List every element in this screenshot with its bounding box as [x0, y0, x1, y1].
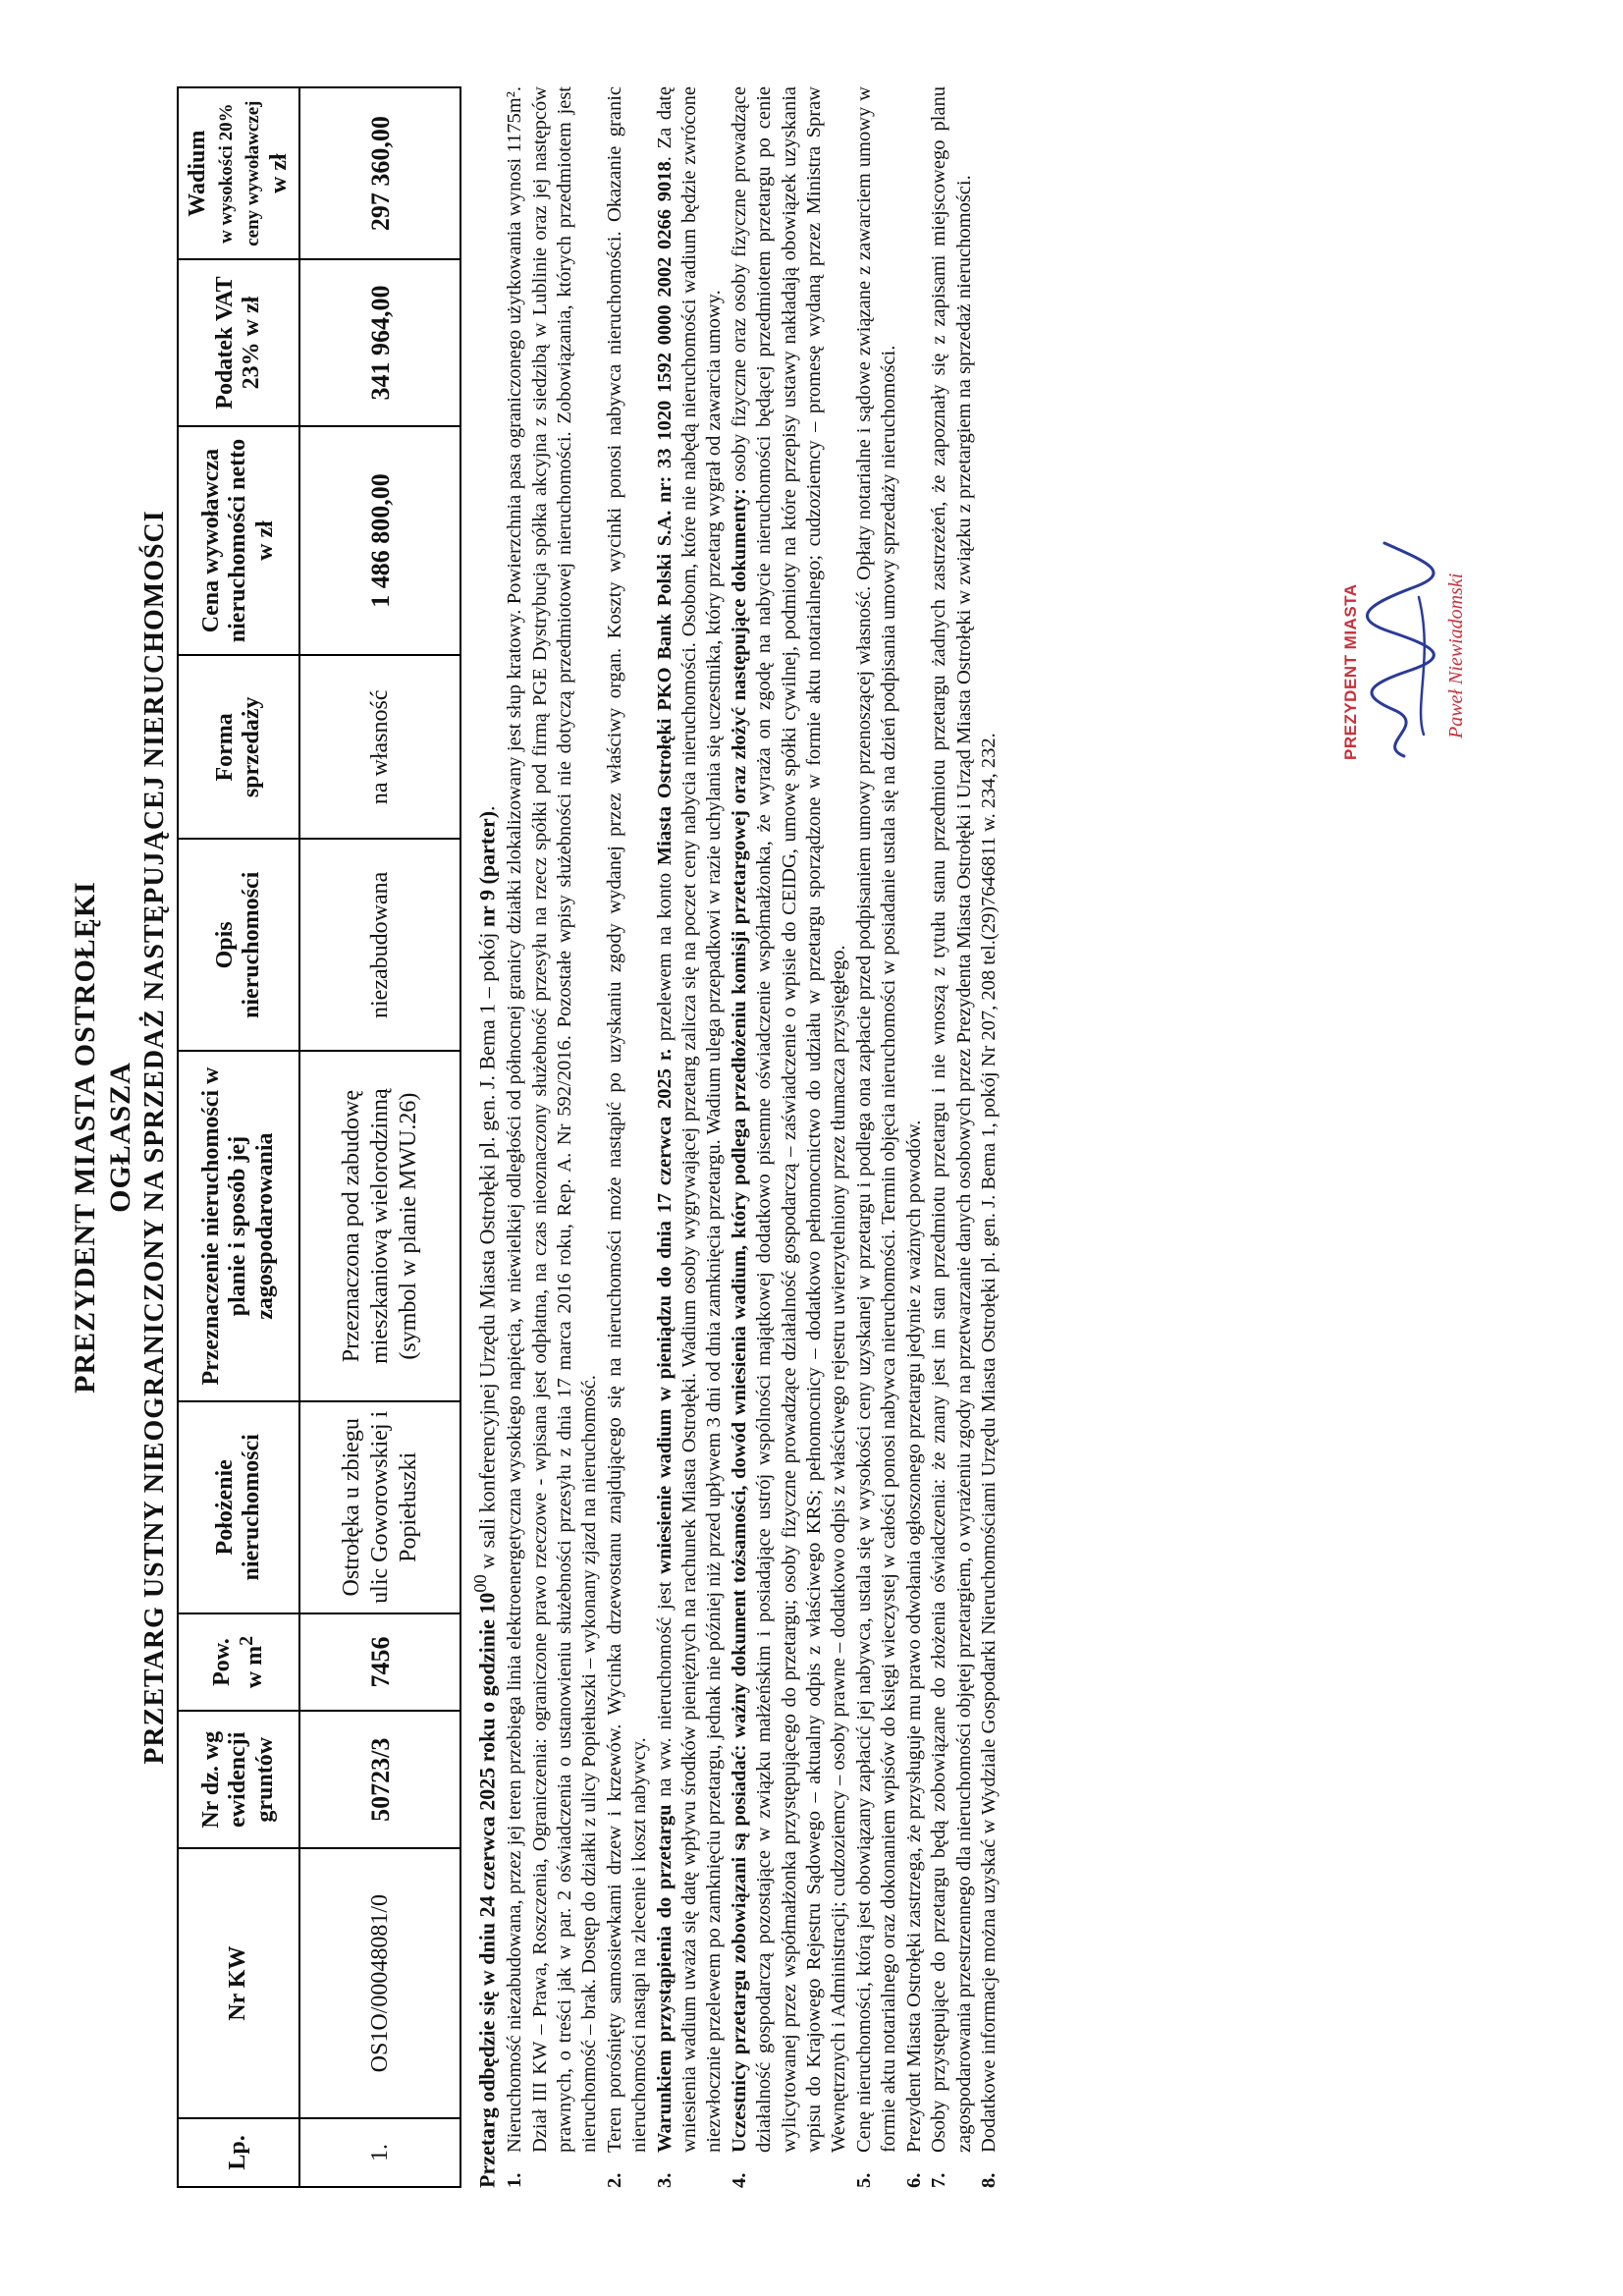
intro-a: Przetarg odbędzie się w dniu 24 czerwca 2025 roku o godzinie 10 — [474, 1592, 500, 2188]
list-item — [603, 86, 653, 2188]
stamp-title: PREZYDENT MIASTA — [1341, 583, 1360, 760]
property-table — [177, 86, 461, 2188]
header-line3: PRZETARG USTNY NIEOGRANICZONY NA SPRZEDAŻ NASTĘPUJĄCEJ NIERUCHOMOŚCI — [139, 510, 170, 1765]
point-lead: Uczestnicy przetargu zobowiązani są posiadać: ważny dokument tożsamości, dowód wniesienia wadium, który podlega przedłożeniu komisji przetargowej oraz złożyć następujące dokumenty: — [728, 488, 750, 2153]
th-polozenie: Położenie nieruchomości — [178, 1401, 299, 1613]
point-mid2: przelewem na konto — [653, 865, 676, 1049]
th-pow — [178, 1613, 299, 1711]
cell-pow: 7456 — [299, 1613, 460, 1711]
cell-kw: OS1O/00048081/0 — [299, 1848, 460, 2118]
point-number: 1. — [504, 2172, 526, 2188]
header-line1: PREZYDENT MIASTA OSTROŁĘKI — [69, 881, 101, 1394]
th-cena: Cena wywoławcza nieruchomości netto w zł — [178, 426, 299, 656]
list-item — [852, 86, 902, 2188]
document-body — [69, 86, 1001, 2188]
list-item — [503, 86, 603, 2188]
th-pow-a: Pow. — [208, 1638, 235, 1686]
conditions-list — [503, 86, 1001, 2188]
th-wadium-c: w zł — [265, 153, 292, 193]
list-item — [927, 86, 977, 2188]
th-dz: Nr dz. wg ewidencji gruntów — [178, 1711, 299, 1848]
th-pow-b: w m — [242, 1645, 268, 1689]
cell-opis: niezabudowana — [299, 839, 460, 1051]
th-pow-sup: 2 — [236, 1635, 258, 1646]
cell-cena: 1 486 800,00 — [299, 426, 460, 656]
cell-polozenie: Ostrołęka u zbiegu ulic Goworowskiej i Popiełuszki — [299, 1401, 460, 1613]
point-mid: na ww. nieruchomość jest — [653, 1573, 676, 1805]
point-number: 7. — [928, 2172, 950, 2188]
intro-b: w sali konferencyjnej Urzędu Miasta Ostrołęki pl. gen. J. Bema 1 – pokój — [474, 927, 500, 1575]
cell-przeznaczenie: Przeznaczona pod zabudowę mieszkaniową wielorodzinną (symbol w planie MWU.26) — [299, 1051, 460, 1400]
point-text: osoby fizyczne oraz osoby fizyczne prowadzące działalność gospodarczą pozostające w związku małżeńskim i posiadające ustrój wspólności majątkowej dodatkowo pisemne oświadczenie współmałżonka, że wyraża on zgodę na nabycie nieruchomości będącej przedmiotem przetargu po cenie wylicytowanej przez współmałżonka przystępującego do przetargu; osoby fizyczne prowadzące działalność gospodarczą – zaświadczenie o wpisie do CEIDG, umowę spółki cywilnej, podmioty na które przepisy ustawy nakładają obowiązek uzyskania wpisu do Krajowego Rejestru Sądowego – aktualny odpis z właściwego KRS; pełnomocnicy – dodatkowo pełnomocnictwo do udziału w przetargu sporządzone w formie aktu notarialnego; cudzoziemcy – promesę wydaną przez Ministra Spraw Wewnętrznych i Administracji; cudzoziemcy – osoby prawne – dodatkowo odpis z właściwego rejestru uwierzytelniony przez tłumacza przysięgłego. — [728, 86, 850, 2153]
point-number: 8. — [977, 2172, 1000, 2188]
point-bold2: wniesienie wadium w pieniądzu do dnia 17 czerwca 2025 r. — [653, 1048, 676, 1574]
th-kw: Nr KW — [178, 1848, 299, 2118]
th-wadium-a: Wadium — [185, 130, 210, 217]
stamp-name: Paweł Niewiadomski — [1445, 573, 1467, 738]
signature-stamp — [1335, 528, 1483, 764]
cell-forma: na własność — [299, 655, 460, 839]
th-forma: Forma sprzedaży — [178, 655, 299, 839]
point-number: 5. — [852, 2172, 875, 2188]
point-text: Prezydent Miasta Ostrołęki zastrzega, że przysługuje mu prawo odwołania ogłoszonego przetargu jedynie z ważnych powodów. — [902, 1120, 925, 2153]
point-number: 3. — [653, 2172, 676, 2188]
point-text: Dodatkowe informacje można uzyskać w Wydziale Gospodarki Nieruchomościami Urzędu Miasta Ostrołęki pl. gen. J. Bema 1, pokój Nr 207, 208 tel.(29)7646811 w. 234, 232. — [977, 733, 1000, 2153]
point-text: Osoby przystępujące do przetargu będą zobowiązane do złożenia oświadczenia: że znany jest im stan przedmiotu przetargu i nie wnoszą z tytułu stanu przedmiotu przetargu żadnych zastrzeżeń, że zapoznały się z zapisami miejscowego planu zagospodarowania przestrzennego dla nieruchomości objętej przetargiem, o wyrażeniu zgody na przetwarzanie danych osobowych przez Prezydenta Miasta Ostrołęki i Urząd Miasta Ostrołęki w związku z przetargiem na sprzedaż nieruchomości. — [928, 86, 975, 2153]
cell-lp: 1. — [299, 2118, 460, 2187]
point-lead: Warunkiem przystąpienia do przetargu — [653, 1804, 676, 2153]
cell-wadium: 297 360,00 — [299, 87, 460, 259]
th-przeznaczenie: Przeznaczenie nieruchomości w planie i sposób jej zagospodarowania — [178, 1051, 299, 1400]
th-wadium-b: w wysokości 20% ceny wywoławczej — [215, 100, 264, 246]
point-text: Teren porośnięty samosiewkami drzew i krzewów. Wycinka drzewostanu znajdującego się na nieruchomości może nastąpić po uzyskaniu zgody wydanej przez właściwy organ. Koszty wycinki ponosi nabywca nieruchomości. Okazanie granic nieruchomości nastąpi na zlecenie i koszt nabywcy. — [603, 86, 651, 2153]
point-number: 4. — [728, 2172, 750, 2188]
point-text: . Za datę wniesienia wadium uważa się datę wpływu środków pieniężnych na rachunek Miasta Ostrołęki. Wadium osoby wygrywającej przetarg zalicza się na poczet ceny nabycia nieruchomości. Osobom, które nie nabędą nieruchomości wadium będzie zwrócone niezwłocznie przelewem po zamknięciu przetargu, jednak nie później niż przed upływem 3 dni od dnia zamknięcia przetargu. Wadium ulega przepadkowi w razie uchylania się uczestnika, który przetarg wygrał od zawarcia umowy. — [653, 85, 726, 2153]
table-row — [299, 87, 460, 2187]
point-text: Nieruchomość niezabudowana, przez jej teren przebiega linia elektroenergetyczna wysokiego napięcia, w niewielkiej odległości od północnej granicy działki zlokalizowany jest słup kratowy. Powierzchnia pasa ograniczonego użytkowania wynosi 1175m². Dział III KW – Prawa, Roszczenia, Ograniczenia: ograniczone prawo rzeczowe - wpisana jest odpłatna, na czas nieoznaczony służebność przesyłu na rzecz spółki pod firmą PGE Dystrybucja spółka akcyjna z siedzibą w Lublinie oraz jej następców prawnych, o treści jak w par. 2 oświadczenia o ustanowieniu służebności przesyłu z dnia 17 marca 2016 roku, Rep. A. Nr 592/2016. Pozostałe wpisy służebności nie dotyczą przedmiotowej nieruchomości. Zobowiązania, których przedmiotem jest nieruchomość – brak. Dostęp do działki z ulicy Popiełuszki – wykonany zjazd na nieruchomość. — [504, 86, 601, 2153]
list-item — [902, 86, 927, 2188]
list-item — [977, 86, 1001, 2188]
list-item — [653, 86, 728, 2188]
th-lp: Lp. — [178, 2118, 299, 2187]
point-number: 2. — [603, 2172, 625, 2188]
intro-sup: 00 — [470, 1574, 491, 1593]
point-bold3: Miasta Ostrołęki PKO Bank Polski S.A. nr: 33 1020 1592 0000 2002 0266 9018 — [653, 161, 676, 866]
header-line2: OGŁASZA — [104, 1062, 136, 1213]
intro-d: . — [474, 805, 500, 811]
cell-vat: 341 964,00 — [299, 259, 460, 425]
point-number: 6. — [902, 2172, 925, 2188]
auction-date-line — [469, 86, 501, 2188]
list-item — [728, 86, 852, 2188]
point-text: Cenę nieruchomości, którą jest obowiązany zapłacić jej nabywca, ustala się w wysokości ceny uzyskanej w przetargu i podlega ona zapłacie przed podpisaniem umowy przenoszącej własność. Opłaty notarialne i sądowe związane z zawarciem umowy w formie aktu notarialnego oraz dokonaniem wpisów do księgi wieczystej w całości ponosi nabywca nieruchomości. Termin objęcia nieruchomości w posiadanie ustala się na dzień podpisania umowy sprzedaży nieruchomości. — [852, 86, 900, 2153]
th-wadium — [178, 87, 299, 259]
th-vat: Podatek VAT 23% w zł — [178, 259, 299, 425]
cell-dz: 50723/3 — [299, 1711, 460, 1848]
table-header-row — [178, 87, 299, 2187]
intro-c: nr 9 (parter) — [474, 810, 500, 928]
th-opis: Opis nieruchomości — [178, 839, 299, 1051]
